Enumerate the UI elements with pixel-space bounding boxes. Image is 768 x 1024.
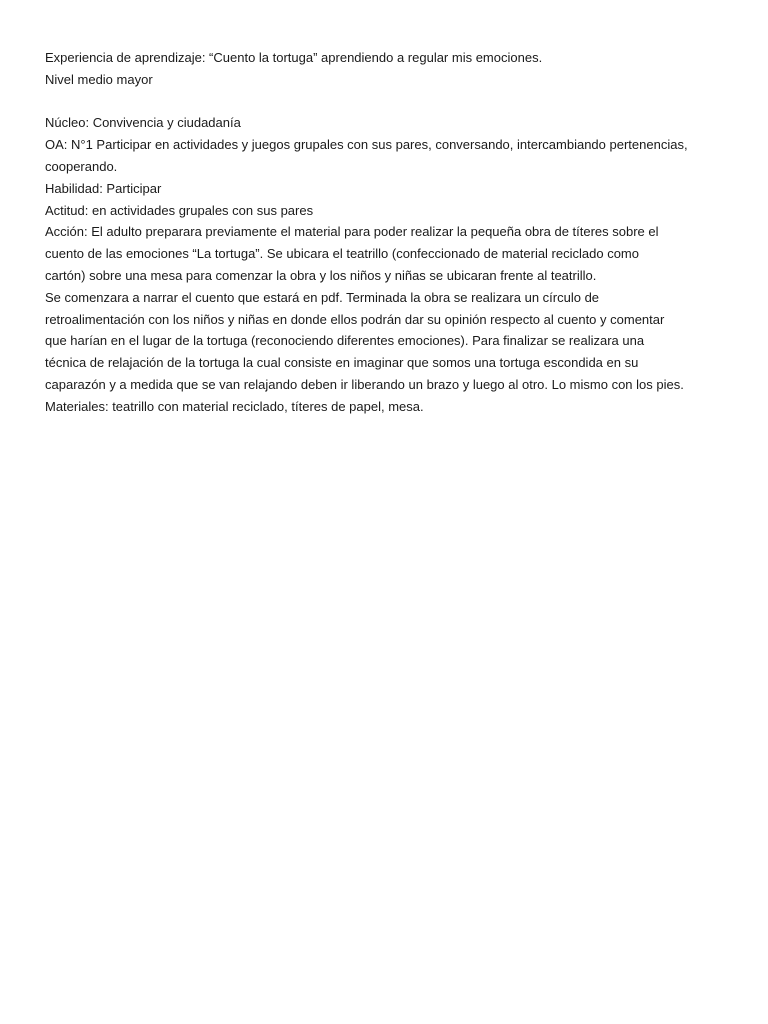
accion-line: caparazón y a medida que se van relajando deben ir liberando un brazo y luego al otro. Lo mismo con los pies. (45, 376, 684, 392)
accion-line: Se comenzara a narrar el cuento que estará en pdf. Terminada la obra se realizara un círculo de (45, 289, 600, 305)
habilidad-line: Habilidad: Participar (45, 180, 162, 196)
oa-line: OA: N°1 Participar en actividades y juegos grupales con sus pares, conversando, intercambiando pertenencias, (45, 137, 688, 153)
document-body (45, 47, 735, 418)
accion-line: Acción: El adulto preparara previamente el material para poder realizar la pequeña obra de títeres sobre el (45, 224, 659, 240)
accion-line: que harían en el lugar de la tortuga (reconociendo diferentes emociones). Para finalizar se realizara una (45, 333, 645, 349)
actitud-line: Actitud: en actividades grupales con sus pares (45, 202, 314, 218)
nucleo-line: Núcleo: Convivencia y ciudadanía (45, 115, 241, 131)
blank-line (45, 91, 735, 113)
experience-title: Experiencia de aprendizaje: “Cuento la tortuga” aprendiendo a regular mis emociones. (45, 50, 543, 65)
level-line: Nivel medio mayor (45, 71, 153, 87)
materiales-line: Materiales: teatrillo con material reciclado, títeres de papel, mesa. (45, 398, 424, 414)
accion-line: técnica de relajación de la tortuga la cual consiste en imaginar que somos una tortuga escondida en su (45, 355, 639, 371)
accion-line: cartón) sobre una mesa para comenzar la obra y los niños y niñas se ubicaran frente al teatrillo. (45, 267, 597, 283)
oa-line: cooperando. (45, 158, 118, 174)
accion-line: retroalimentación con los niños y niñas en donde ellos podrán dar su opinión respecto al cuento y comentar (45, 311, 665, 327)
accion-line: cuento de las emociones “La tortuga”. Se ubicara el teatrillo (confeccionado de material reciclado como (45, 246, 639, 262)
